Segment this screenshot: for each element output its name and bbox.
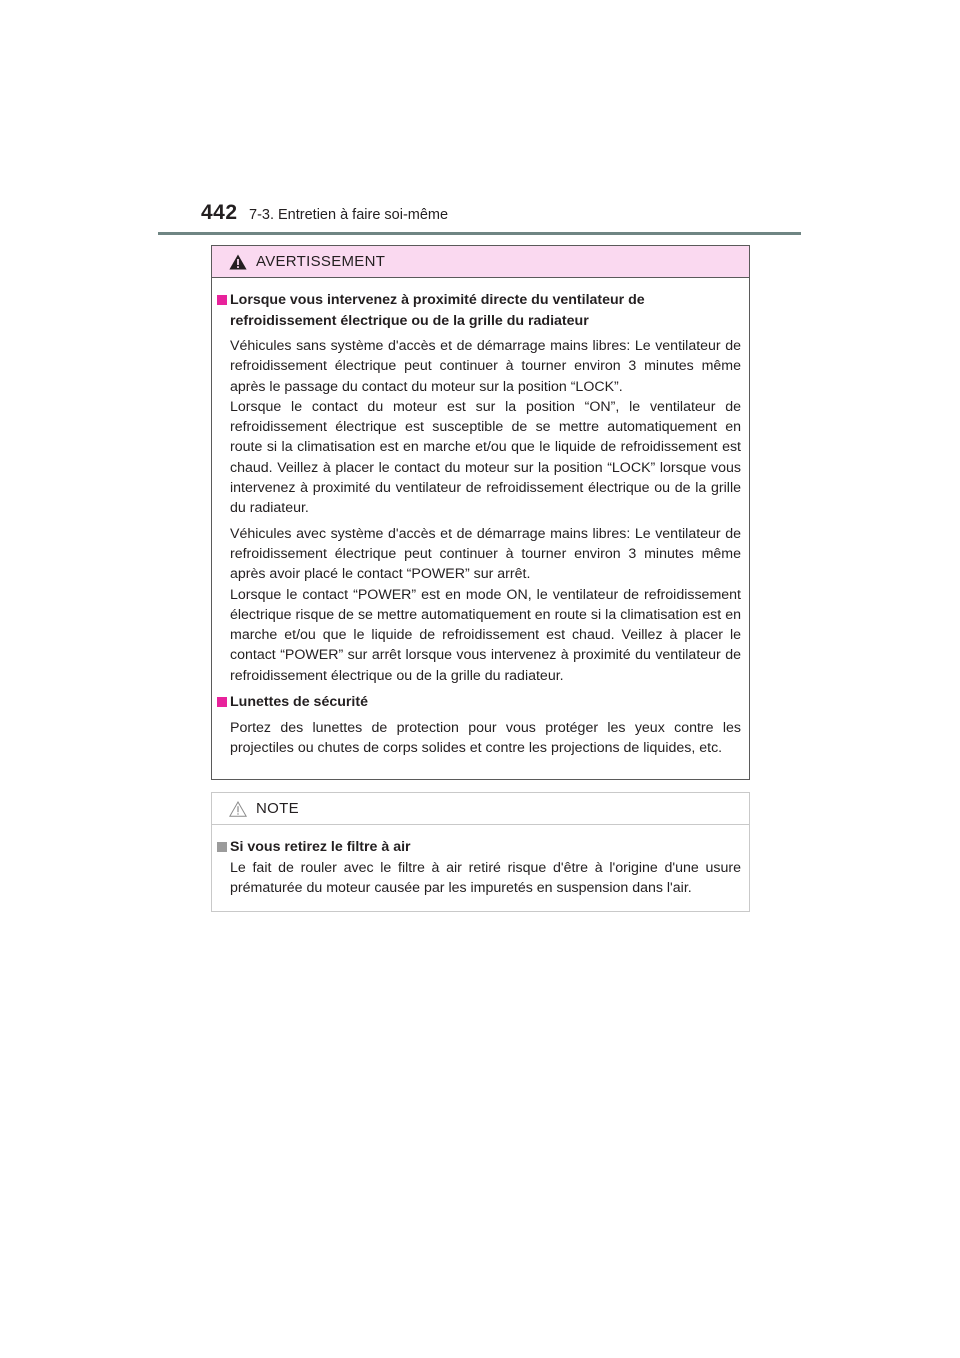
note-box xyxy=(211,792,750,912)
warning-item-title: Lunettes de sécurité xyxy=(217,692,741,713)
bullet-square-icon xyxy=(217,295,227,305)
warning-body xyxy=(212,290,749,758)
note-label: NOTE xyxy=(256,800,299,817)
note-header xyxy=(212,793,749,825)
caution-outline-triangle-icon xyxy=(229,801,247,817)
warning-paragraph: Lorsque le contact du moteur est sur la position “ON”, le ventilateur de refroidissement électrique est susceptible de se mettre automatiquement en route si la climatisation est en marche et/ou que le liquide de refroidissement est chaud. Veillez à placer le contact du moteur sur la position “LOCK” lorsque vous intervenez à proximité du ventilateur de refroidissement électrique ou de la grille du radiateur. xyxy=(230,398,741,517)
warning-paragraph: Portez des lunettes de protection pour vous protéger les yeux contre les projectiles ou chutes de corps solides et contre les projections de liquides, etc. xyxy=(230,719,741,756)
note-body xyxy=(212,837,749,898)
warning-box xyxy=(211,245,750,780)
note-paragraph: Le fait de rouler avec le filtre à air retiré risque d'être à l'origine d'une usure prématurée du moteur causée par les impuretés en suspension dans l'air. xyxy=(230,859,741,896)
warning-header xyxy=(212,246,749,278)
section-title: 7-3. Entretien à faire soi-même xyxy=(249,207,449,223)
note-item-title: Si vous retirez le filtre à air xyxy=(217,837,741,858)
bullet-square-icon xyxy=(217,842,227,852)
warning-triangle-icon xyxy=(229,254,247,270)
warning-label: AVERTISSEMENT xyxy=(256,253,386,270)
warning-item-title: Lorsque vous intervenez à proximité directe du ventilateur de refroidissement électrique ou de la grille du radiateur xyxy=(217,290,741,331)
bullet-square-icon xyxy=(217,697,227,707)
page-header xyxy=(0,0,960,240)
warning-paragraph: Lorsque le contact “POWER” est en mode ON, le ventilateur de refroidissement électrique risque de se mettre automatiquement en route si la climatisation est en marche et/ou que le liquide de refroidissement est chaud. Veillez à placer le contact “POWER” sur arrêt lorsque vous intervenez à proximité du ventilateur de refroidissement électrique ou de la grille du radiateur. xyxy=(230,586,741,684)
header-divider xyxy=(158,232,801,235)
page-number: 442 xyxy=(201,201,238,224)
warning-paragraph: Véhicules avec système d'accès et de démarrage mains libres: Le ventilateur de refroidissement électrique peut continuer à tourner environ 3 minutes même après avoir placé le contact “POWER” sur arrêt. xyxy=(230,525,741,583)
warning-paragraph: Véhicules sans système d'accès et de démarrage mains libres: Le ventilateur de refroidissement électrique peut continuer à tourner environ 3 minutes même après le passage du contact du moteur sur la position “LOCK”. xyxy=(230,338,741,395)
